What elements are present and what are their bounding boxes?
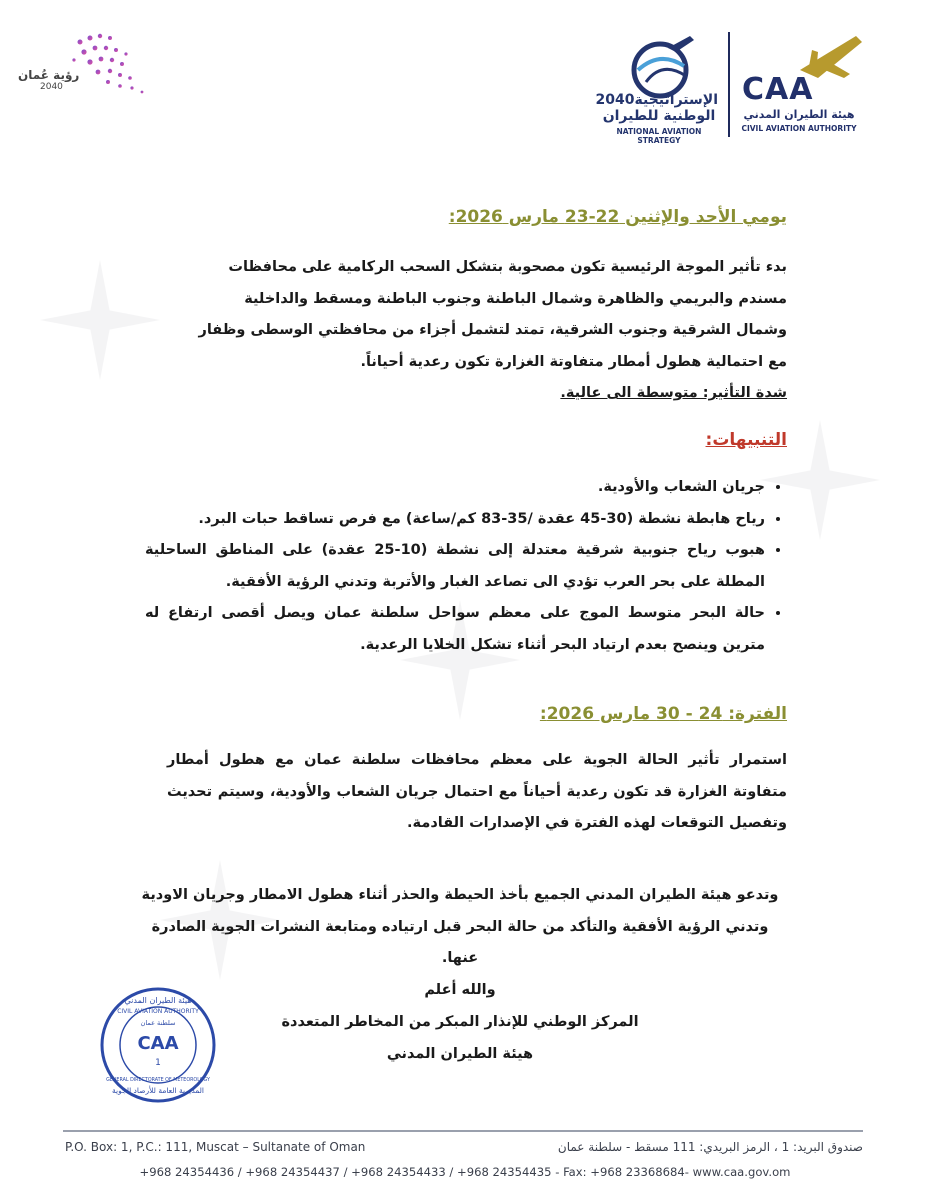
stamp-number: 1	[155, 1058, 161, 1068]
caa-arabic-name: هيئة الطيران المدني	[743, 108, 855, 121]
early-warning-center-name: المركز الوطني للإنذار المبكر من المخاطر المتعددة	[281, 1014, 639, 1030]
authority-signature: هيئة الطيران المدني	[386, 1046, 534, 1062]
background-star-icon	[40, 260, 160, 380]
stamp-top-english: CIVIL AVIATION AUTHORITY	[117, 1008, 199, 1015]
stamp-caa: CAA	[137, 1033, 179, 1054]
alerts-list	[145, 472, 787, 661]
footer-divider	[63, 1130, 863, 1132]
vision-logo-year: 2040	[40, 82, 63, 92]
alert-item: • رياح هابطة نشطة (30-45 عقدة /35-83 كم/ساعة) مع فرص تساقط حبات البرد.	[145, 504, 765, 536]
stamp-top-arabic: هيئة الطيران المدني	[124, 996, 192, 1005]
footer-address-english: P.O. Box: 1, P.C.: 111, Muscat – Sultanate of Oman	[65, 1140, 366, 1154]
section1-line: وشمال الشرقية وجنوب الشرقية، تمتد لتشمل أجزاء من محافظتي الوسطى وظفار	[198, 322, 787, 338]
caa-english-name: CIVIL AVIATION AUTHORITY	[741, 124, 857, 133]
section1-heading: يومي الأحد والإثنين 22-23 مارس 2026:	[448, 207, 787, 227]
oman-vision-2040-logo	[60, 30, 200, 130]
header-divider	[728, 32, 730, 137]
nas-arabic-line2: الوطنية للطيران	[602, 108, 716, 124]
nas-english: NATIONAL AVIATION STRATEGY	[616, 127, 702, 145]
section1-line: بدء تأثير الموجة الرئيسية تكون مصحوبة بتشكل السحب الركامية على محافظات	[228, 259, 787, 275]
section1-line: مع احتمالية هطول أمطار متفاوتة الغزارة تكون رعدية أحياناً.	[360, 353, 787, 370]
stamp-oman: سلطنة عمان	[140, 1019, 176, 1027]
caa-wordmark: CAA	[742, 72, 814, 107]
impact-intensity: شدة التأثير: متوسطة الى عالية.	[560, 385, 787, 401]
alert-item: • جريان الشعاب والأودية.	[145, 472, 765, 504]
section1-paragraph	[167, 252, 787, 410]
section2-paragraph: استمرار تأثير الحالة الجوية على معظم محافظات سلطنة عمان مع هطول أمطار متفاوتة الغزارة قد تكون رعدية أحياناً مع احتمال جريان الشعاب والأودية، وسيتم تحديث وتفصيل التوقعات لهذه الفترة في الإصدارات القادمة.	[167, 752, 787, 831]
vision-logo-text: رؤية عُمان	[18, 68, 80, 82]
official-stamp	[98, 985, 218, 1105]
alert-item: • حالة البحر متوسط الموج على معظم سواحل سلطنة عمان ويصل أقصى ارتفاع له مترين وينصح بعدم ارتياد البحر أثناء تشكل الخلايا الرعدية.	[145, 598, 765, 661]
section2-heading: الفترة: 24 - 30 مارس 2026:	[539, 704, 787, 724]
section1-line: مسندم والبريمي والظاهرة وشمال الباطنة وجنوب الباطنة ومسقط والداخلية	[244, 290, 787, 307]
stamp-bottom-english: GENERAL DIRECTORATE OF METEOROLOGY	[106, 1078, 210, 1083]
nas-arabic-line1: الإستراتيجية2040	[595, 92, 718, 108]
closing-allah: والله أعلم	[424, 982, 496, 998]
alert-item: • هبوب رياح جنوبية شرقية معتدلة إلى نشطة (10-25 عقدة) على المناطق الساحلية المطلة على بحر العرب تؤدي الى تصاعد الغبار والأتربة وتدني الرؤية الأفقية.	[145, 535, 765, 598]
footer-contact: +968 24354436 / +968 24354437 / +968 24354433 / +968 24354435 - Fax: +968 23368684- www.caa.gov.om	[139, 1165, 791, 1179]
footer-address-arabic: صندوق البريد: 1 ، الرمز البريدي: 111 مسقط - سلطنة عمان	[557, 1140, 863, 1154]
alerts-heading: التنبيهات:	[705, 430, 787, 450]
stamp-bottom-arabic: المديرية العامة للأرصاد الجوية	[111, 1086, 205, 1095]
closing-advice: وتدعو هيئة الطيران المدني الجميع بأخذ الحيطة والحذر أثناء هطول الامطار وجريان الاودية وتدني الرؤية الأفقية والتأكد من حالة البحر قبل ارتياده ومتابعة النشرات الجوية الصادرة عنها.	[141, 887, 779, 966]
